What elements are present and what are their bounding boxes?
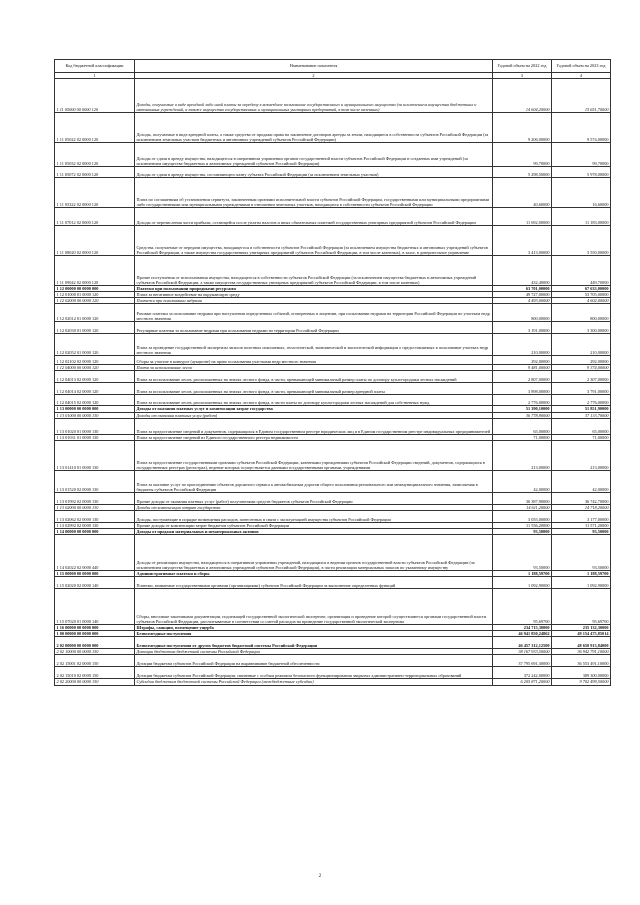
value-2023-cell: 51 851,90000 [552, 406, 611, 412]
code-cell: 2 02 00000 00 0000 000 [55, 637, 135, 649]
code-cell: 1 12 02012 01 0000 120 [55, 304, 135, 322]
code-cell: 1 12 02000 00 0000 120 [55, 298, 135, 304]
table-row [55, 418, 611, 434]
value-2023-cell: 37 133,70000 [552, 412, 611, 418]
value-2023-cell: 65,00000 [552, 418, 611, 434]
name-cell: Доходы от реализации имущества, находящегося в оперативном управлении учреждений, находящихся в ведении органов государственной власти субъектов Российской Федерации (за исключением имущества бюджетных и автономных учреждений субъектов Российской Федерации), в части реализации материальных запасов по указанному имуществу [135, 535, 493, 571]
value-2022-cell: 46 941 850,24862 [493, 631, 552, 637]
code-cell: 1 16 00000 00 0000 000 [55, 625, 135, 631]
value-2023-cell: 9 574,00000 [552, 113, 611, 143]
header-2023: Годовой объем на 2023 год [552, 60, 611, 73]
value-2023-cell: 2 307,00000 [552, 371, 611, 383]
table-row [55, 356, 611, 365]
name-cell: Сборы за участие в конкурсе (аукционе) на право пользования участками недр местного значения [135, 356, 493, 365]
name-cell: Дотации бюджетам субъектов Российской Федерации на выравнивание бюджетной обеспеченности [135, 655, 493, 667]
code-cell: 1 11 08020 02 0000 120 [55, 226, 135, 256]
column-number: 3 [493, 73, 552, 79]
value-2023-cell: 389 300,00000 [552, 667, 611, 679]
name-cell: Сборы, вносимые заказчиками документации, подлежащей государственной экологической экспертизе, организация и проведение которой осуществляются органами государственной власти субъектов Российской Федерации, рассчитываемые в соответствии со сметой расходов на проведение государственной экологической экспертизы [135, 589, 493, 625]
table-row [55, 208, 611, 226]
code-cell: 1 13 01520 02 0000 130 [55, 470, 135, 492]
value-2022-cell: 71,00000 [493, 434, 552, 440]
code-cell: 1 12 04015 02 0000 120 [55, 395, 135, 406]
code-cell: 1 11 09042 02 0000 120 [55, 256, 135, 286]
value-2023-cell: 36 553 491,10000 [552, 655, 611, 667]
value-2022-cell: 11 692,00000 [493, 208, 552, 226]
name-cell: Платежи, взимаемые государственными органами (организациями) субъектов Российской Федерации за выполнение определенных функций [135, 577, 493, 589]
value-2022-cell: 292,00000 [493, 356, 552, 365]
name-cell: Платежи при пользовании недрами [135, 298, 493, 304]
code-cell: 1 13 02992 02 0000 130 [55, 522, 135, 528]
code-cell: 1 13 01000 00 0000 130 [55, 412, 135, 418]
value-2023-cell: 71,00000 [552, 434, 611, 440]
code-cell: 1 11 05022 02 0000 120 [55, 113, 135, 143]
value-2022-cell: 1 188,59700 [493, 571, 552, 577]
name-cell: Плата за проведение государственной экспертизы запасов полезных ископаемых, геологической, экономической и экологической информации о предоставляемых в пользование участках недр местного значения [135, 334, 493, 356]
value-2023-cell: 53 705,00000 [552, 292, 611, 298]
code-cell: 1 13 00000 00 0000 000 [55, 406, 135, 412]
name-cell: Прочие доходы от оказания платных услуг (работ) получателями средств бюджетов субъектов Российской Федерации [135, 492, 493, 504]
code-cell: 1 12 04000 00 0000 120 [55, 365, 135, 371]
value-2022-cell: 36 387,90000 [493, 492, 552, 504]
name-cell: Плата за использование лесов, расположенных на землях лесного фонда, в части, превышающей минимальный размер арендной платы [135, 383, 493, 395]
value-2022-cell: 46 457 312,12500 [493, 637, 552, 649]
value-2023-cell: 292,00000 [552, 356, 611, 365]
value-2023-cell: 49 154 475,85014 [552, 631, 611, 637]
table-body [55, 79, 611, 685]
code-cell: 1 12 01000 01 0000 120 [55, 292, 135, 298]
value-2022-cell: 3 055,00000 [493, 510, 552, 522]
table-row [55, 178, 611, 208]
table-row [55, 226, 611, 256]
name-cell: Плата за оказание услуг по присоединению объектов дорожного сервиса к автомобильным дорогам общего пользования регионального или межмуниципального значения, зачисляемая в бюджеты субъектов Российской Федерации [135, 470, 493, 492]
code-cell: 1 12 00000 00 0000 000 [55, 286, 135, 292]
value-2022-cell: 210,00000 [493, 334, 552, 356]
code-cell: 2 02 15010 02 0000 150 [55, 667, 135, 679]
value-2022-cell: 93,50000 [493, 535, 552, 571]
value-2023-cell: 9 374,00000 [552, 365, 611, 371]
value-2023-cell: 3 177,00000 [552, 510, 611, 522]
table-row [55, 589, 611, 625]
column-number: 1 [55, 73, 135, 79]
code-cell: 1 12 04014 02 0000 120 [55, 383, 135, 395]
value-2022-cell: 36 778,90000 [493, 412, 552, 418]
code-cell: 1 14 02022 02 0000 440 [55, 535, 135, 571]
value-2022-cell: 213,00000 [493, 440, 552, 470]
table-row [55, 535, 611, 571]
code-cell: 2 02 10000 00 0000 150 [55, 649, 135, 655]
table-row [55, 143, 611, 167]
column-number: 4 [552, 73, 611, 79]
value-2022-cell: 93,50000 [493, 528, 552, 534]
value-2023-cell: 36 742,70000 [552, 492, 611, 504]
table-row [55, 79, 611, 113]
value-2023-cell: 800,00000 [552, 304, 611, 322]
value-2022-cell: 63 701,00000 [493, 286, 552, 292]
code-cell: 1 11 05032 02 0000 120 [55, 143, 135, 167]
value-2022-cell: 4 493,00000 [493, 298, 552, 304]
code-cell: 1 13 01020 01 0000 130 [55, 418, 135, 434]
name-cell: Регулярные платежи за пользование недрами при пользовании недрами на территории Российской Федерации [135, 322, 493, 334]
value-2023-cell: 93,50000 [552, 528, 611, 534]
table-row [55, 655, 611, 667]
value-2023-cell: 235 132,30000 [552, 625, 611, 631]
value-2023-cell: 449,70000 [552, 256, 611, 286]
name-cell: Безвозмездные поступления [135, 631, 493, 637]
value-2022-cell: 95,69700 [493, 589, 552, 625]
value-2022-cell: 800,00000 [493, 304, 552, 322]
code-cell: 1 00 00000 00 0000 000 [55, 631, 135, 637]
table-row [55, 113, 611, 143]
value-2022-cell: 2 776,00000 [493, 395, 552, 406]
name-cell: Плата за негативное воздействие на окружающую среду [135, 292, 493, 298]
name-cell: Административные платежи и сборы [135, 571, 493, 577]
value-2023-cell: 3 300,00000 [552, 322, 611, 334]
value-2022-cell: 9 206,00000 [493, 113, 552, 143]
table-row [55, 322, 611, 334]
name-cell: Плата за предоставление сведений и документов, содержащихся в Едином государственном реестре юридических лиц и в Едином государственном реестре индивидуальных предпринимателей [135, 418, 493, 434]
value-2023-cell: 48 650 913,84000 [552, 637, 611, 649]
code-cell: 2 02 20000 00 0000 150 [55, 679, 135, 685]
value-2023-cell: 16,60000 [552, 178, 611, 208]
code-cell: 1 13 01410 01 0000 130 [55, 440, 135, 470]
name-cell: Средства, получаемые от передачи имущества, находящегося в собственности субъектов Российской Федерации (за исключением имущества бюджетных и автономных учреждений субъектов Российской Федерации, а также имущества государственных унитарных предприятий субъектов Российской Федерации, в том числе казенных), в залог, в доверительное управление [135, 226, 493, 256]
name-cell: Прочие доходы от компенсации затрат бюджетов субъектов Российской Федерации [135, 522, 493, 528]
code-cell: 1 15 00000 00 0000 000 [55, 571, 135, 577]
name-cell: Субсидии бюджетам бюджетной системы Российской Федерации (межбюджетные субсидии) [135, 679, 493, 685]
name-cell: Разовые платежи за пользование недрами при наступлении определенных событий, оговоренных в лицензии, при пользовании недрами на территории Российской Федерации по участкам недр местного значения [135, 304, 493, 322]
table-header-row [55, 60, 611, 73]
value-2023-cell: 3 791,00000 [552, 383, 611, 395]
value-2023-cell: 4 602,00000 [552, 298, 611, 304]
value-2022-cell: 65,00000 [493, 418, 552, 434]
table-row [55, 577, 611, 589]
value-2022-cell: 1 092,90000 [493, 577, 552, 589]
code-cell: 1 13 02000 00 0000 130 [55, 504, 135, 510]
code-cell: 1 14 00000 00 0000 000 [55, 528, 135, 534]
name-cell: Платежи при пользовании природными ресурсами [135, 286, 493, 292]
code-cell: 1 12 04013 02 0000 120 [55, 371, 135, 383]
table-row [55, 679, 611, 685]
name-cell: Плата за предоставление государственными органами субъектов Российской Федерации, казенными учреждениями субъектов Российской Федерации сведений, документов, содержащихся в государственных реестрах (регистрах), ведение которых осуществляется данными государственными органами, учреждениями [135, 440, 493, 470]
name-cell: Доходы от оказания платных услуг (работ) [135, 412, 493, 418]
value-2023-cell: 210,00000 [552, 334, 611, 356]
code-cell: 1 12 02102 02 0000 120 [55, 356, 135, 365]
value-2023-cell: 1 188,59700 [552, 571, 611, 577]
value-2022-cell: 49 727,00000 [493, 292, 552, 298]
table-row [55, 383, 611, 395]
table-row [55, 395, 611, 406]
value-2023-cell: 36 942 791,10000 [552, 649, 611, 655]
value-2022-cell: 3 191,00000 [493, 322, 552, 334]
value-2022-cell: 14 611,20000 [493, 504, 552, 510]
code-cell: 1 12 02030 01 0000 120 [55, 322, 135, 334]
name-cell: Доходы от оказания платных услуг и компенсации затрат государства [135, 406, 493, 412]
value-2023-cell: 93,50000 [552, 535, 611, 571]
name-cell: Штрафы, санкции, возмещение ущерба [135, 625, 493, 631]
value-2023-cell: 9 702 499,50000 [552, 679, 611, 685]
table-row [55, 470, 611, 492]
value-2023-cell: 2 776,00000 [552, 395, 611, 406]
value-2022-cell: 38 167 933,50000 [493, 649, 552, 655]
table-row [55, 304, 611, 322]
code-cell: 1 13 01992 02 0000 130 [55, 492, 135, 504]
table-row [55, 637, 611, 649]
value-2023-cell: 95,69700 [552, 589, 611, 625]
value-2022-cell: 51 390,10000 [493, 406, 552, 412]
value-2023-cell: 15 651,70000 [552, 79, 611, 113]
table-row [55, 492, 611, 504]
value-2022-cell: 432,40000 [493, 256, 552, 286]
table-row [55, 334, 611, 356]
table-row [55, 167, 611, 178]
value-2023-cell: 11 183,00000 [552, 208, 611, 226]
value-2022-cell: 40,60000 [493, 178, 552, 208]
name-cell: Доходы, поступающие в порядке возмещения расходов, понесенных в связи с эксплуатацией имущества субъектов Российской Федерации [135, 510, 493, 522]
value-2022-cell: 11 556,20000 [493, 522, 552, 528]
table-row [55, 371, 611, 383]
value-2022-cell: 37 795 691,30000 [493, 655, 552, 667]
name-cell: Дотации бюджетам бюджетной системы Российской Федерации [135, 649, 493, 655]
header-name: Наименование показателя [135, 60, 493, 73]
code-cell: 1 11 05072 02 0000 120 [55, 167, 135, 178]
name-cell: Плата по соглашениям об установлении сервитута, заключенным органами исполнительной власти субъектов Российской Федерации, государственными или муниципальными предприятиями либо государственными или муниципальными учреждениями в отношении земельных участков, находящихся в собственности субъектов Российской Федерации [135, 178, 493, 208]
value-2022-cell: 372 242,00000 [493, 667, 552, 679]
code-cell: 1 13 02062 02 0000 130 [55, 510, 135, 522]
value-2022-cell: 9 481,00000 [493, 365, 552, 371]
name-cell: Доходы от компенсации затрат государства [135, 504, 493, 510]
value-2022-cell: 3 898,00000 [493, 383, 552, 395]
name-cell: Плата за использование лесов [135, 365, 493, 371]
code-cell: 2 02 15001 02 0000 150 [55, 655, 135, 667]
code-cell: 1 15 02020 02 0000 140 [55, 577, 135, 589]
column-number: 2 [135, 73, 493, 79]
name-cell: Плата за предоставление сведений из Единого государственного реестра недвижимости [135, 434, 493, 440]
header-code: Код бюджетной классификации [55, 60, 135, 73]
value-2022-cell: 42,00000 [493, 470, 552, 492]
table-row [55, 256, 611, 286]
code-cell: 1 11 05322 02 0000 120 [55, 178, 135, 208]
name-cell: Прочие поступления от использования имущества, находящегося в собственности субъектов Российской Федерации (за исключением имущества бюджетных и автономных учреждений субъектов Российской Федерации, а также имущества государственных унитарных предприятий субъектов Российской Федерации, в том числе казенных) [135, 256, 493, 286]
value-2022-cell: 234 715,30000 [493, 625, 552, 631]
name-cell: Плата за использование лесов, расположенных на землях лесного фонда, в части, превышающей минимальный размер платы по договору купли-продажи лесных насаждений [135, 371, 493, 383]
value-2022-cell: 99,70000 [493, 143, 552, 167]
name-cell: Доходы от сдачи в аренду имущества, составляющего казну субъекта Российской Федерации (за исключением земельных участков) [135, 167, 493, 178]
value-2022-cell: 14 604,20000 [493, 79, 552, 113]
code-cell: 1 12 02052 01 0000 120 [55, 334, 135, 356]
header-2022: Годовой объем на 2022 год [493, 60, 552, 73]
name-cell: Доходы от перечисления части прибыли, остающейся после уплаты налогов и иных обязательных платежей государственных унитарных предприятий субъектов Российской Федерации [135, 208, 493, 226]
table-row [55, 510, 611, 522]
value-2022-cell: 2 807,00000 [493, 371, 552, 383]
name-cell: Доходы от продажи материальных и нематериальных активов [135, 528, 493, 534]
code-cell: 1 11 07012 02 0000 120 [55, 208, 135, 226]
value-2023-cell: 5 978,00000 [552, 167, 611, 178]
value-2022-cell: 5 298,50000 [493, 167, 552, 178]
table-row [55, 440, 611, 470]
value-2023-cell: 213,00000 [552, 440, 611, 470]
code-cell: 1 15 07020 01 0000 140 [55, 589, 135, 625]
name-cell: Доходы, получаемые в виде арендной либо иной платы за передачу в возмездное пользование государственного и муниципального имущества (за исключением имущества бюджетных и автономных учреждений, а также имущества государственных и муниципальных унитарных предприятий, в том числе казенных) [135, 79, 493, 113]
value-2022-cell: 3 413,00000 [493, 226, 552, 256]
value-2023-cell: 14 718,20000 [552, 504, 611, 510]
table-row [55, 667, 611, 679]
value-2023-cell: 99,70000 [552, 143, 611, 167]
name-cell: Дотации бюджетам субъектов Российской Федерации, связанные с особым режимом безопасного функционирования закрытых административно-территориальных образований [135, 667, 493, 679]
name-cell: Доходы, получаемые в виде арендной платы, а также средства от продажи права на заключение договоров аренды за земли, находящиеся в собственности субъектов Российской Федерации (за исключением земельных участков бюджетных и автономных учреждений субъектов Российской Федерации) [135, 113, 493, 143]
value-2023-cell: 11 571,20000 [552, 522, 611, 528]
name-cell: Плата за использование лесов, расположенных на землях лесного фонда, в части платы по договору купли-продажи лесных насаждений для собственных нужд [135, 395, 493, 406]
name-cell: Доходы от сдачи в аренду имущества, находящегося в оперативном управлении органов государственной власти субъектов Российской Федерации и созданных ими учреждений (за исключением имущества бюджетных и автономных учреждений субъектов Российской Федерации) [135, 143, 493, 167]
value-2023-cell: 1 092,90000 [552, 577, 611, 589]
page-number: 2 [318, 874, 322, 879]
budget-revenue-table [54, 59, 611, 686]
name-cell: Безвозмездные поступления от других бюджетов бюджетной системы Российской Федерации [135, 637, 493, 649]
value-2022-cell: 6 205 871,20000 [493, 679, 552, 685]
code-cell: 1 11 05000 00 0000 120 [55, 79, 135, 113]
code-cell: 1 13 01031 01 0000 130 [55, 434, 135, 440]
value-2023-cell: 67 633,00000 [552, 286, 611, 292]
value-2023-cell: 42,00000 [552, 470, 611, 492]
value-2023-cell: 3 550,00000 [552, 226, 611, 256]
